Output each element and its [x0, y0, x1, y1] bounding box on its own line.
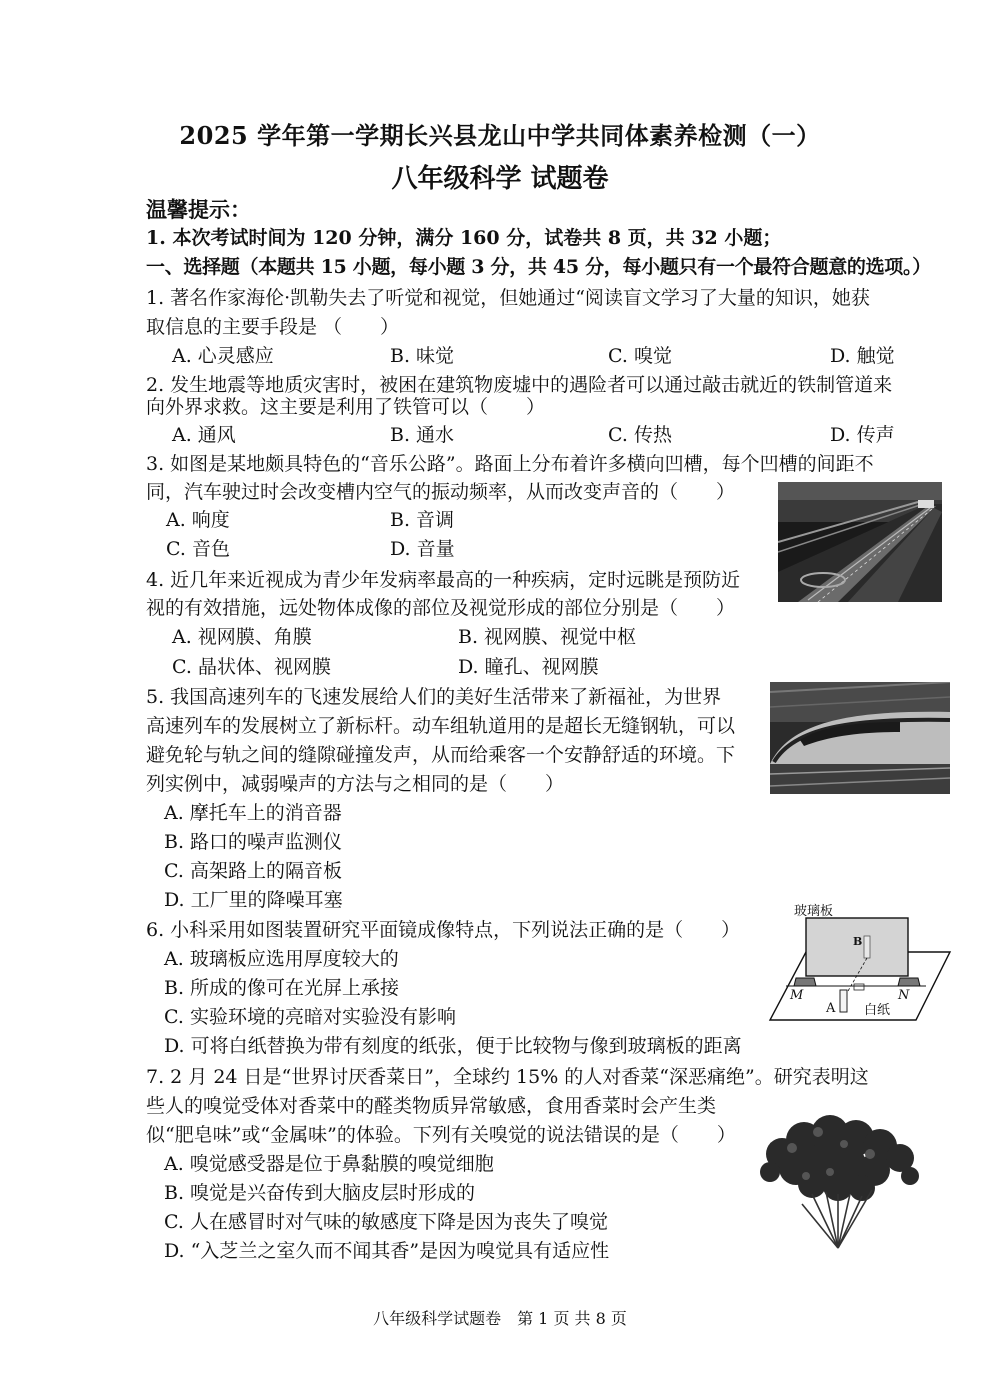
- q6-option-c[interactable]: C. 实验环境的亮暗对实验没有影响: [164, 1006, 456, 1028]
- q6-option-d[interactable]: D. 可将白纸替换为带有刻度的纸张，便于比较物与像到玻璃板的距离: [164, 1035, 742, 1057]
- exam-subtitle: 八年级科学 试题卷: [391, 164, 609, 194]
- q4-option-b[interactable]: B. 视网膜、视觉中枢: [458, 626, 637, 648]
- q2-option-a[interactable]: A. 通风: [172, 424, 236, 446]
- cilantro-photo: [752, 1114, 924, 1250]
- question-4-line-1: 4. 近几年来近视成为青少年发病率最高的一种疾病，定时远眺是预防近: [146, 569, 741, 591]
- q7-option-d[interactable]: D. “入芝兰之室久而不闻其香”是因为嗅觉具有适应性: [164, 1240, 610, 1262]
- q5-option-b[interactable]: B. 路口的噪声监测仪: [164, 831, 343, 853]
- q4-option-a[interactable]: A. 视网膜、角膜: [172, 626, 312, 648]
- question-5-line-1: 5. 我国高速列车的飞速发展给人们的美好生活带来了新福祉，为世界: [146, 686, 722, 708]
- question-2-line-1: 2. 发生地震等地质灾害时，被困在建筑物废墟中的遇险者可以通过敲击就近的铁制管道来: [146, 374, 893, 396]
- q3-option-d[interactable]: D. 音量: [390, 538, 455, 560]
- point-a-label: A: [826, 1001, 836, 1016]
- question-5-line-3: 避免轮与轨之间的缝隙碰撞发声，从而给乘客一个安静舒适的环境。下: [146, 744, 736, 766]
- cilantro-illustration: [752, 1114, 924, 1250]
- q5-option-c[interactable]: C. 高架路上的隔音板: [164, 860, 342, 882]
- q7-option-a[interactable]: A. 嗅觉感受器是位于鼻黏膜的嗅觉细胞: [164, 1153, 494, 1175]
- q6-option-b[interactable]: B. 所成的像可在光屏上承接: [164, 977, 400, 999]
- mirror-apparatus-figure: [766, 898, 956, 1026]
- q2-option-c[interactable]: C. 传热: [608, 424, 672, 446]
- question-6-line-1: 6. 小科采用如图装置研究平面镜成像特点，下列说法正确的是（ ）: [146, 919, 741, 941]
- q1-option-c[interactable]: C. 嗅觉: [608, 345, 672, 367]
- q4-option-c[interactable]: C. 晶状体、视网膜: [172, 656, 331, 678]
- exam-title: 2025 学年第一学期长兴县龙山中学共同体素养检测（一）: [179, 121, 821, 150]
- point-m-label: M: [790, 988, 804, 1003]
- q2-option-d[interactable]: D. 传声: [830, 424, 895, 446]
- white-paper-label: 白纸: [864, 1003, 891, 1018]
- question-7-line-3: 似“肥皂味”或“金属味”的体验。下列有关嗅觉的说法错误的是（ ）: [146, 1124, 736, 1146]
- high-speed-train-photo: [770, 682, 950, 794]
- q1-option-a[interactable]: A. 心灵感应: [172, 345, 274, 367]
- question-3-line-2: 同，汽车驶过时会改变槽内空气的振动频率，从而改变声音的（ ）: [146, 481, 736, 503]
- music-road-illustration: [778, 482, 942, 602]
- notice-item-1: 1. 本次考试时间为 120 分钟，满分 160 分，试卷共 8 页，共 32 小题；: [146, 227, 782, 249]
- notice-heading: 温馨提示：: [146, 197, 251, 222]
- q1-option-b[interactable]: B. 味觉: [390, 345, 455, 367]
- question-1-line-2: 取信息的主要手段是 （ ）: [146, 316, 400, 338]
- q5-option-a[interactable]: A. 摩托车上的消音器: [164, 802, 342, 824]
- question-4-line-2: 视的有效措施，远处物体成像的部位及视觉形成的部位分别是（ ）: [146, 597, 736, 619]
- point-b-label: B: [853, 935, 863, 948]
- q3-option-b[interactable]: B. 音调: [390, 509, 455, 531]
- question-2-line-2: 向外界求救。这主要是利用了铁管可以（ ）: [146, 396, 546, 418]
- train-illustration: [770, 682, 950, 794]
- glass-plate-label: 玻璃板: [794, 904, 834, 919]
- section-heading: 一、选择题（本题共 15 小题，每小题 3 分，共 45 分，每小题只有一个最符合题意的选项。）: [146, 256, 931, 278]
- q3-option-c[interactable]: C. 音色: [166, 538, 230, 560]
- q1-option-d[interactable]: D. 触觉: [830, 345, 895, 367]
- music-road-photo: [778, 482, 942, 602]
- question-7-line-2: 些人的嗅觉受体对香菜中的醛类物质异常敏感，食用香菜时会产生类: [146, 1095, 717, 1117]
- q6-option-a[interactable]: A. 玻璃板应选用厚度较大的: [164, 948, 399, 970]
- question-1-line-1: 1. 著名作家海伦·凯勒失去了听觉和视觉，但她通过“阅读盲文学习了大量的知识，她获: [146, 287, 870, 309]
- question-5-line-4: 列实例中，减弱噪声的方法与之相同的是（ ）: [146, 773, 565, 795]
- q7-option-c[interactable]: C. 人在感冒时对气味的敏感度下降是因为丧失了嗅觉: [164, 1211, 608, 1233]
- question-5-line-2: 高速列车的发展树立了新标杆。动车组轨道用的是超长无缝钢轨，可以: [146, 715, 736, 737]
- q3-option-a[interactable]: A. 响度: [166, 509, 230, 531]
- q7-option-b[interactable]: B. 嗅觉是兴奋传到大脑皮层时形成的: [164, 1182, 476, 1204]
- q5-option-d[interactable]: D. 工厂里的降噪耳塞: [164, 889, 343, 911]
- page-footer: 八年级科学试题卷 第 1 页 共 8 页: [373, 1309, 627, 1328]
- question-3-line-1: 3. 如图是某地颇具特色的“音乐公路”。路面上分布着许多横向凹槽，每个凹槽的间距不: [146, 453, 874, 475]
- q2-option-b[interactable]: B. 通水: [390, 424, 455, 446]
- point-n-label: N: [898, 988, 910, 1003]
- question-7-line-1: 7. 2 月 24 日是“世界讨厌香菜日”，全球约 15% 的人对香菜“深恶痛绝”。研究表明这: [146, 1066, 869, 1088]
- q4-option-d[interactable]: D. 瞳孔、视网膜: [458, 656, 599, 678]
